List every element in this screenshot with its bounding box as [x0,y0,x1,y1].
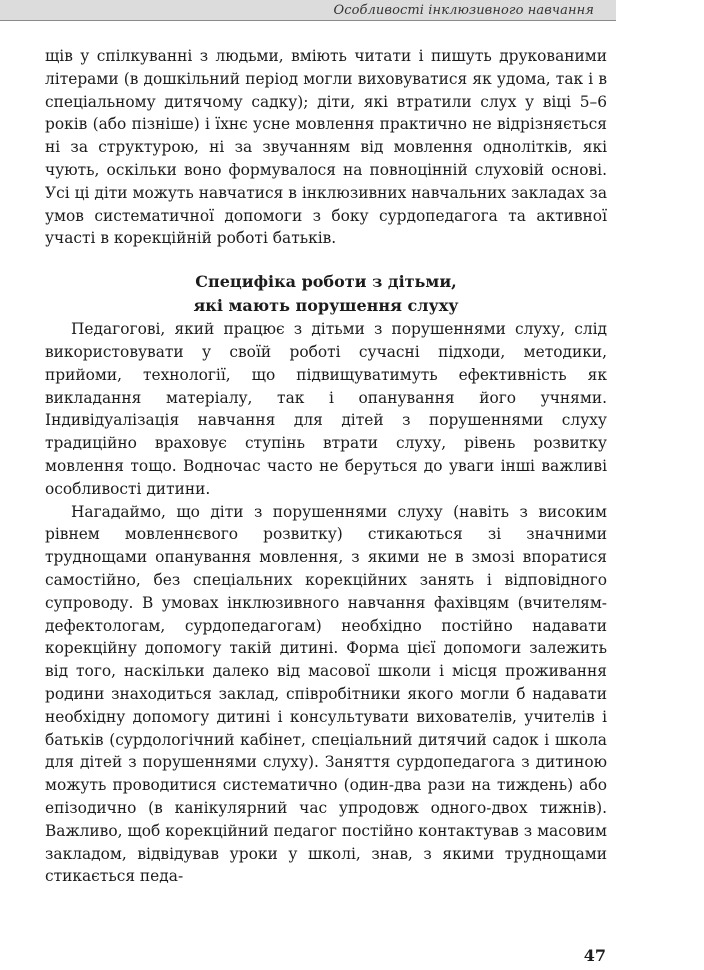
intro-paragraph: щів у спілкуванні з людьми, вміють читати і пишуть друкованими літерами (в дошкільний період могли виховуватися як удома, так і в спеціальному дитячому садку); діти, які втратили слух у віці 5–6 років (або пізніше) і їхнє усне мовлення практично не відрізняється ні за структурою, ні за звучанням від мовлення однолітків, які чують, оскільки воно формувалося на повноцінній слуховій основі. Усі ці діти можуть навчатися в інклюзивних навчальних закладах за умов систематичної допомоги з боку сурдопедагога та активної участі в корекційній роботі батьків. [45,47,607,248]
page-body [45,45,607,888]
running-header-title: Особливості інклюзивного навчання [333,3,594,18]
section-heading-line-1: Специфіка роботи з дітьми, [195,272,457,292]
page-number: 47 [583,946,606,965]
section-heading [45,270,607,318]
paragraph-correctional-support: Нагадаймо, що діти з порушеннями слуху (навіть з високим рівнем мовленнєвого розвитку) стикаються зі значними труднощами опанування мовлення, з якими не в змозі впоратися самостійно, без спеціальних корекційних занять і відповідного супроводу. В умовах інклюзивного навчання фахівцям (вчителям-дефектологам, сурдопедагогам) необхідно постійно надавати корекційну допомогу такій дитині. Форма цієї допомоги залежить від того, наскільки далеко від масової школи і місця проживання родини знаходиться заклад, співробітники якого могли б надавати необхідну допомогу дитині і консультувати вихователів, учителів і батьків (сурдологічний кабінет, спеціальний дитячий садок і школа для дітей з порушеннями слуху). Заняття сурдопедагога з дитиною можуть проводитися систематично (один-два рази на тиждень) або епізодично (в канікулярний час упродовж одного-двох тижнів). Важливо, щоб корекційний педагог постійно контактував з масовим закладом, відвідував уроки у школі, знав, з якими труднощами стикається педа- [45,502,607,886]
running-header-bar [0,0,616,21]
section-heading-line-2: які мають порушення слуху [193,296,459,316]
paragraph-teaching-approaches: Педагогові, який працює з дітьми з порушеннями слуху, слід використовувати у своїй роботі сучасні підходи, методики, прийоми, технології, що підвищуватимуть ефективність як викладання матеріалу, так і опанування його учнями. Індивідуалізація навчання для дітей з порушеннями слуху традиційно враховує ступінь втрати слуху, рівень розвитку мовлення тощо. Водночас часто не беруться до уваги інші важливі особливості дитини. [45,320,607,498]
